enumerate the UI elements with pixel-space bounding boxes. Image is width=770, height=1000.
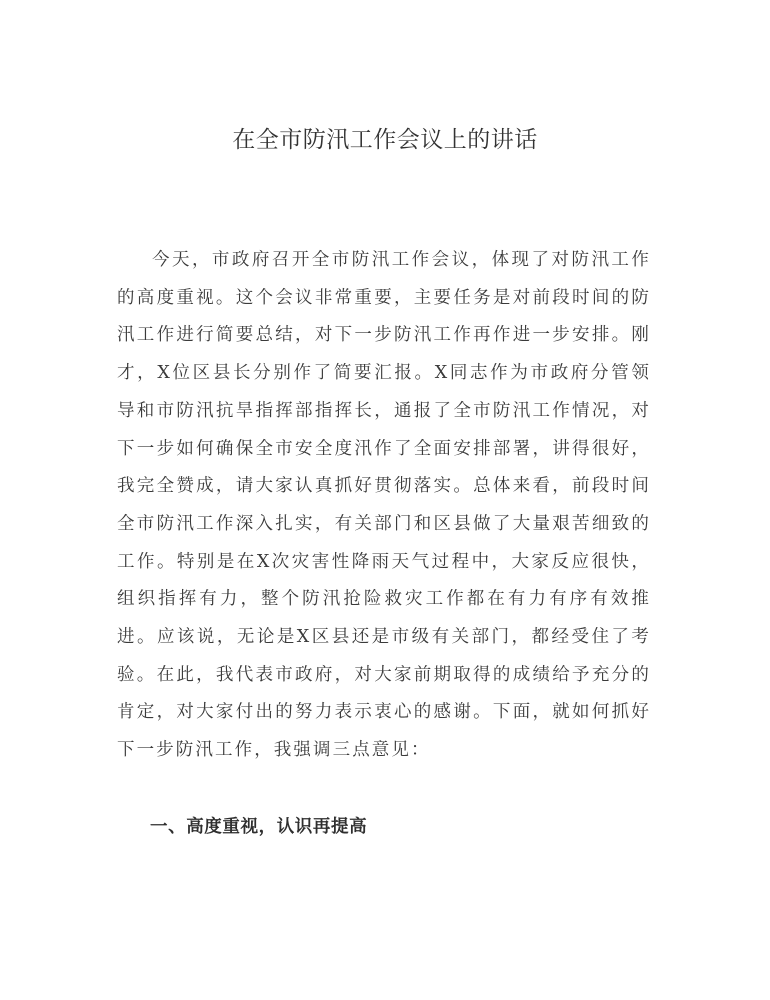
section-heading: 一、高度重视，认识再提高 (150, 817, 368, 837)
document-title: 在全市防汛工作会议上的讲话 (232, 127, 538, 153)
body-paragraph: 今天，市政府召开全市防汛工作会议，体现了对防汛工作的高度重视。这个会议非常重要，主要任务是对前段时间的防汛工作进行简要总结，对下一步防汛工作再作进一步安排。刚才，X位区县长分别作了简要汇报。X同志作为市政府分管领导和市防汛抗旱指挥部指挥长，通报了全市防汛工作情况，对下一步如何确保全市安全度汛作了全面安排部署，讲得很好，我完全赞成，请大家认真抓好贯彻落实。总体来看，前段时间全市防汛工作深入扎实，有关部门和区县做了大量艰苦细致的工作。特别是在X次灾害性降雨天气过程中，大家反应很快，组织指挥有力，整个防汛抢险救灾工作都在有力有序有效推进。应该说，无论是X区县还是市级有关部门，都经受住了考验。在此，我代表市政府，对大家前期取得的成绩给予充分的肯定，对大家付出的努力表示衷心的感谢。下面，就如何抓好下一步防汛工作，我强调三点意见： (117, 250, 651, 761)
